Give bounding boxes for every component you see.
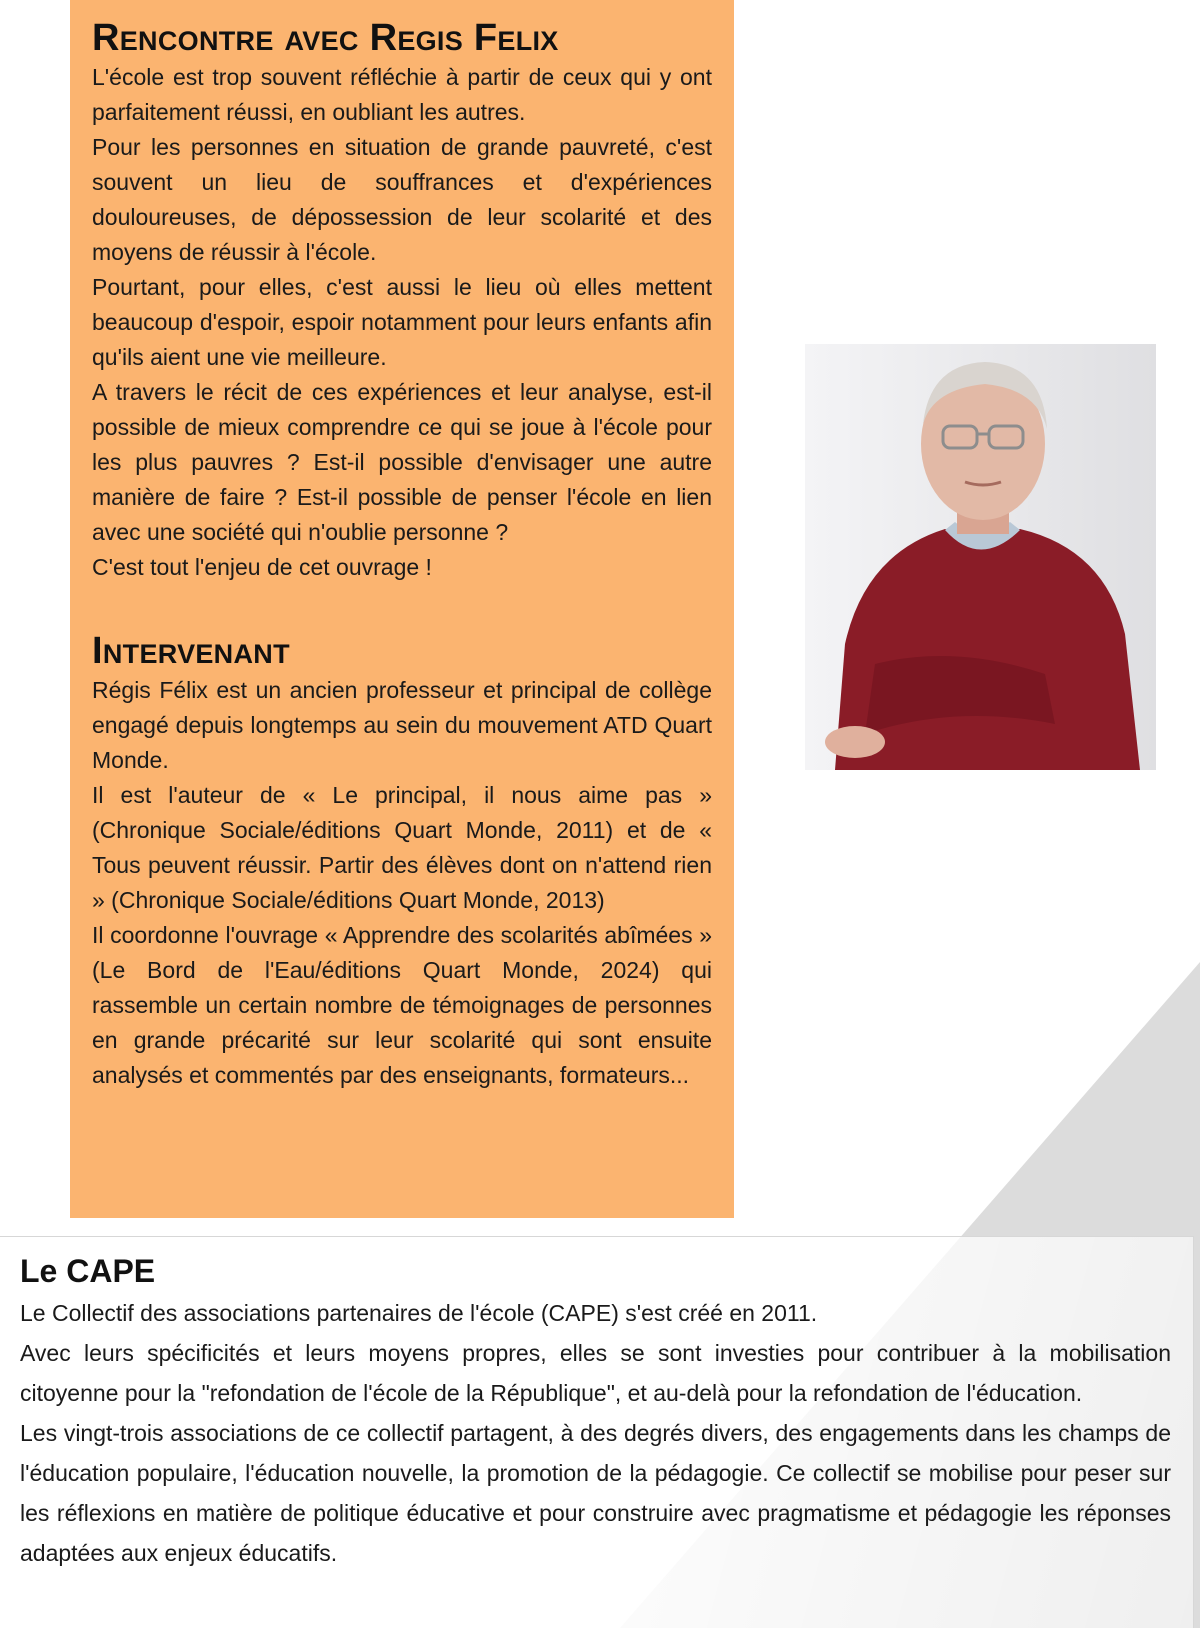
rencontre-panel <box>70 0 734 1218</box>
rencontre-paragraph: Pourtant, pour elles, c'est aussi le lieu où elles mettent beaucoup d'espoir, espoir notamment pour leurs enfants afin qu'ils aient une vie meilleure. <box>92 274 712 370</box>
cape-section <box>0 1236 1194 1628</box>
intervenant-title: Intervenant <box>92 630 290 672</box>
cape-paragraph: Avec leurs spécificités et leurs moyens propres, elles se sont investies pour contribuer à la mobilisation citoyenne pour la "refondation de l'école de la République", et au-delà pour la refondation de l'éducation. <box>20 1340 1171 1406</box>
cape-paragraph: Les vingt-trois associations de ce collectif partagent, à des degrés divers, des engagements dans les champs de l'éducation populaire, l'éducation nouvelle, la promotion de la pédagogie. Ce collectif se mobilise pour peser sur les réflexions en matière de politique éducative et pour construire avec pragmatisme et pédagogie les réponses adaptées aux enjeux éducatifs. <box>20 1420 1171 1566</box>
intervenant-paragraph: Régis Félix est un ancien professeur et principal de collège engagé depuis longtemps au sein du mouvement ATD Quart Monde. <box>92 677 712 773</box>
rencontre-paragraph: A travers le récit de ces expériences et leur analyse, est-il possible de mieux comprendre ce qui se joue à l'école pour les plus pauvres ? Est-il possible d'envisager une autre manière de faire ? Est-il possible de penser l'école en lien avec une société qui n'oublie personne ? <box>92 379 712 545</box>
rencontre-paragraph: Pour les personnes en situation de grande pauvreté, c'est souvent un lieu de souffrances et d'expériences douloureuses, de dépossession de leur scolarité et des moyens de réussir à l'école. <box>92 134 712 265</box>
rencontre-paragraph: L'école est trop souvent réfléchie à partir de ceux qui y ont parfaitement réussi, en oubliant les autres. <box>92 64 712 125</box>
rencontre-title: Rencontre avec Regis Felix <box>92 17 559 59</box>
intervenant-paragraph: Il coordonne l'ouvrage « Apprendre des scolarités abîmées » (Le Bord de l'Eau/éditions Quart Monde, 2024) qui rassemble un certain nombre de témoignages de personnes en grande précarité sur leur scolarité qui sont ensuite analysés et commentés par des enseignants, formateurs... <box>92 922 712 1088</box>
cape-title: Le CAPE <box>20 1253 156 1289</box>
portrait-photo <box>805 344 1156 770</box>
rencontre-paragraph: C'est tout l'enjeu de cet ouvrage ! <box>92 554 432 580</box>
cape-paragraph: Le Collectif des associations partenaires de l'école (CAPE) s'est créé en 2011. <box>20 1300 818 1326</box>
intervenant-paragraph: Il est l'auteur de « Le principal, il nous aime pas » (Chronique Sociale/éditions Quart Monde, 2011) et de « Tous peuvent réussir. Partir des élèves dont on n'attend rien » (Chronique Sociale/éditions Quart Monde, 2013) <box>92 782 712 913</box>
portrait-icon <box>805 344 1156 770</box>
